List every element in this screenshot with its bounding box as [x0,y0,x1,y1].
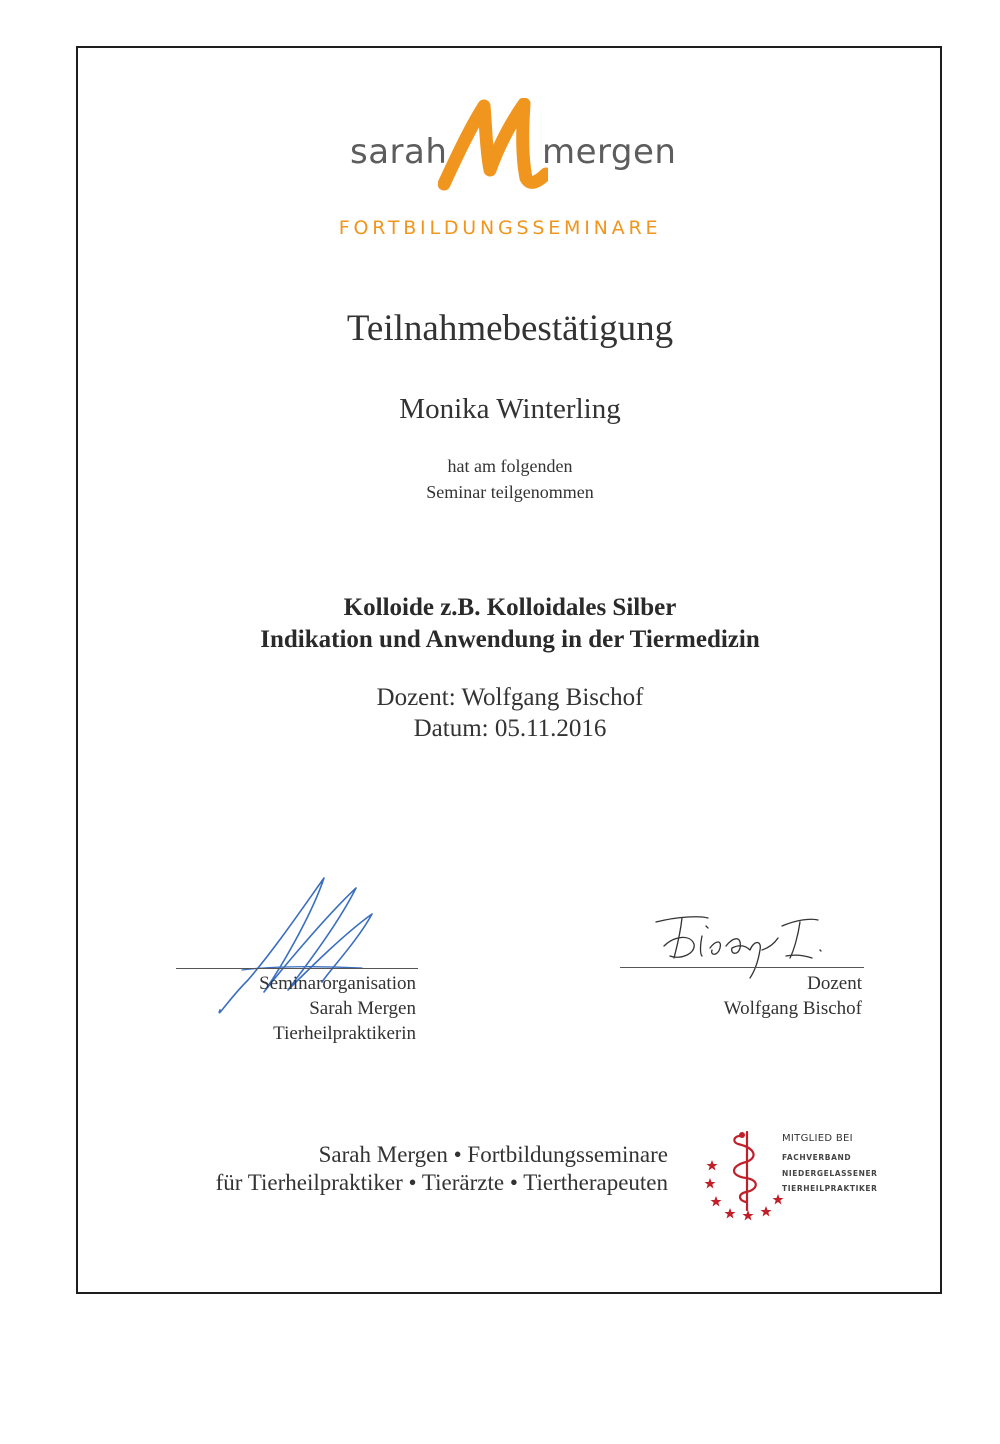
logo-word-sarah: sarah [350,132,448,172]
signature-left-title: Tierheilpraktikerin [273,1023,416,1044]
participant-name: Monika Winterling [399,393,621,425]
signature-right-role: Dozent [807,973,862,994]
signature-line-right [620,967,864,968]
membership-org-line1: FACHVERBAND [782,1153,852,1162]
membership-badge [700,1126,880,1226]
certificate-title: Teilnahmebestätigung [346,308,674,349]
signature-left-name: Sarah Mergen [309,998,416,1019]
participation-note-line2: Seminar teilgenommen [426,482,594,502]
logo-word-mergen: mergen [542,132,677,172]
brand-logo [340,98,680,198]
membership-org-line2: NIEDERGELASSENER [782,1169,878,1178]
course-title-line1: Kolloide z.B. Kolloidales Silber [343,594,677,621]
logo-m-icon [438,98,548,196]
membership-label: MITGLIED BEI [782,1133,853,1144]
logo-subtitle: FORTBILDUNGSSEMINARE [338,217,662,239]
signature-line-left [176,968,418,969]
date-line: Datum: 05.11.2016 [413,715,607,742]
membership-org-line3: TIERHEILPRAKTIKER [782,1184,878,1193]
caduceus-stars-icon [700,1126,784,1226]
signature-left-role: Seminarorganisation [259,973,416,994]
footer-line1: Sarah Mergen • Fortbildungsseminare [318,1142,668,1167]
lecturer-line: Dozent: Wolfgang Bischof [376,684,644,711]
signature-right-name: Wolfgang Bischof [723,998,862,1019]
participation-note-line1: hat am folgenden [447,456,573,476]
course-title-line2: Indikation und Anwendung in der Tiermedizin [260,626,760,653]
footer-line2: für Tierheilpraktiker • Tierärzte • Tiertherapeuten [215,1170,668,1195]
